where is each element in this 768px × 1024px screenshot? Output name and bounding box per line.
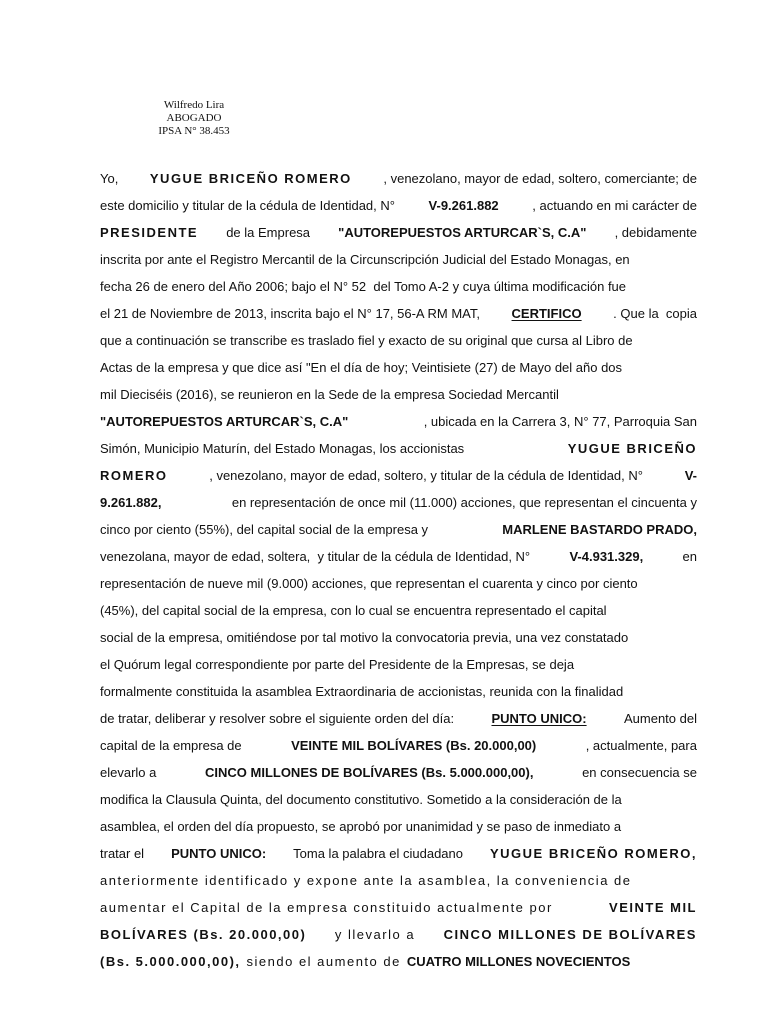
- text-line: [100, 894, 697, 921]
- lawyer-ipsa-number: IPSA N° 38.453: [158, 125, 230, 137]
- text-segment: el Quórum legal correspondiente por parte del Presidente de la Empresas, se deja: [100, 657, 575, 672]
- text-line: [100, 273, 697, 300]
- text-line: [100, 840, 697, 867]
- text-segment: capital de la empresa de: [100, 738, 242, 753]
- text-segment: anteriormente identificado y expone ante la asamblea, la conveniencia de: [100, 873, 632, 888]
- text-segment: , venezolano, mayor de edad, soltero, comerciante; de: [383, 171, 697, 186]
- text-line: [100, 921, 697, 948]
- text-segment: venezolana, mayor de edad, soltera, y titular de la cédula de Identidad, N°: [100, 549, 531, 564]
- text-line: [100, 516, 697, 543]
- text-line: [100, 867, 697, 894]
- text-line: [100, 489, 697, 516]
- text-segment: , actuando en mi carácter de: [532, 198, 697, 213]
- text-segment: mil Dieciséis (2016), se reunieron en la Sede de la empresa Sociedad Mercantil: [100, 387, 559, 402]
- emphasized-text: PRESIDENTE: [100, 225, 199, 240]
- text-line: [100, 381, 697, 408]
- letterhead: [146, 99, 242, 138]
- text-line: [100, 948, 697, 975]
- text-segment: cinco por ciento (55%), del capital social de la empresa y: [100, 522, 429, 537]
- emphasized-text: "AUTOREPUESTOS ARTURCAR`S, C.A": [338, 225, 587, 240]
- emphasized-text: ROMERO: [100, 468, 168, 483]
- text-segment: aumentar el Capital de la empresa constituido actualmente por: [100, 900, 553, 915]
- emphasized-text: VEINTE MIL: [609, 900, 697, 915]
- text-segment: y llevarlo a: [334, 927, 416, 942]
- text-segment: Toma la palabra el ciudadano: [293, 846, 463, 861]
- emphasized-text: BOLÍVARES (Bs. 20.000,00): [100, 927, 307, 942]
- text-line: [100, 543, 697, 570]
- emphasized-text: "AUTOREPUESTOS ARTURCAR`S, C.A": [100, 414, 349, 429]
- text-segment: social de la empresa, omitiéndose por tal motivo la convocatoria previa, una vez constatado: [100, 630, 629, 645]
- text-segment: de la Empresa: [226, 225, 311, 240]
- emphasized-text: CINCO MILLONES DE BOLÍVARES (Bs. 5.000.000,00),: [205, 765, 534, 780]
- text-line: [100, 651, 697, 678]
- text-segment: modifica la Clausula Quinta, del documento constitutivo. Sometido a la consideración de la: [100, 792, 622, 807]
- emphasized-text: V-9.261.882: [428, 198, 499, 213]
- text-segment: elevarlo a: [100, 765, 157, 780]
- text-segment: en: [682, 549, 697, 564]
- text-segment: de tratar, deliberar y resolver sobre el siguiente orden del día:: [100, 711, 455, 726]
- text-line: [100, 462, 697, 489]
- text-line: [100, 813, 697, 840]
- emphasized-text: CERTIFICO: [511, 306, 582, 321]
- text-line: [100, 408, 697, 435]
- text-segment: , actualmente, para: [585, 738, 697, 753]
- text-line: [100, 624, 697, 651]
- emphasized-text: CUATRO MILLONES NOVECIENTOS: [406, 954, 631, 969]
- emphasized-text: V-: [684, 468, 697, 483]
- text-line: [100, 354, 697, 381]
- text-segment: , venezolano, mayor de edad, soltero, y titular de la cédula de Identidad, N°: [209, 468, 643, 483]
- text-line: [100, 786, 697, 813]
- emphasized-text: PUNTO UNICO:: [171, 846, 267, 861]
- text-segment: Aumento del: [623, 711, 697, 726]
- text-segment: en consecuencia se: [582, 765, 697, 780]
- text-segment: Simón, Municipio Maturín, del Estado Monagas, los accionistas: [100, 441, 465, 456]
- emphasized-text: YUGUE BRICEÑO ROMERO,: [489, 846, 697, 861]
- text-line: [100, 300, 697, 327]
- text-segment: tratar el: [100, 846, 145, 861]
- text-line: [100, 327, 697, 354]
- text-segment: representación de nueve mil (9.000) acciones, que representan el cuarenta y cinco por ciento: [100, 576, 638, 591]
- text-segment: , debidamente: [614, 225, 697, 240]
- emphasized-text: V-4.931.329,: [569, 549, 644, 564]
- text-segment: , ubicada en la Carrera 3, N° 77, Parroquia San: [423, 414, 697, 429]
- emphasized-text: PUNTO UNICO:: [491, 711, 587, 726]
- text-segment: siendo el aumento de: [246, 954, 401, 969]
- text-line: [100, 570, 697, 597]
- text-segment: fecha 26 de enero del Año 2006; bajo el N° 52 del Tomo A-2 y cuya última modificación fue: [100, 279, 627, 294]
- text-segment: este domicilio y titular de la cédula de Identidad, N°: [100, 198, 395, 213]
- text-line: [100, 759, 697, 786]
- text-segment: Actas de la empresa y que dice así "En el día de hoy; Veintisiete (27) de Mayo del año dos: [100, 360, 623, 375]
- emphasized-text: YUGUE BRICEÑO: [567, 441, 697, 456]
- text-line: [100, 246, 697, 273]
- lawyer-name: Wilfredo Lira: [163, 99, 225, 111]
- text-line: [100, 192, 697, 219]
- emphasized-text: (Bs. 5.000.000,00),: [100, 954, 241, 969]
- text-segment: en representación de once mil (11.000) acciones, que representan el cincuenta y: [231, 495, 697, 510]
- text-segment: asamblea, el orden del día propuesto, se aprobó por unanimidad y se paso de inmediato a: [100, 819, 622, 834]
- text-line: [100, 435, 697, 462]
- lawyer-title: ABOGADO: [166, 112, 222, 124]
- text-line: [100, 678, 697, 705]
- emphasized-text: VEINTE MIL BOLÍVARES (Bs. 20.000,00): [291, 738, 537, 753]
- text-line: [100, 705, 697, 732]
- text-line: [100, 732, 697, 759]
- emphasized-text: CINCO MILLONES DE BOLÍVARES: [443, 927, 697, 942]
- document-body: [100, 165, 697, 975]
- emphasized-text: MARLENE BASTARDO PRADO,: [502, 522, 697, 537]
- text-segment: el 21 de Noviembre de 2013, inscrita bajo el N° 17, 56-A RM MAT,: [100, 306, 480, 321]
- text-line: [100, 219, 697, 246]
- text-segment: formalmente constituida la asamblea Extraordinaria de accionistas, reunida con la finalidad: [100, 684, 624, 699]
- text-segment: . Que la copia: [613, 306, 697, 321]
- text-segment: Yo,: [100, 171, 119, 186]
- emphasized-text: 9.261.882,: [100, 495, 162, 510]
- text-segment: (45%), del capital social de la empresa, con lo cual se encuentra representado el capital: [100, 603, 607, 618]
- emphasized-text: YUGUE BRICEÑO ROMERO: [149, 171, 352, 186]
- text-segment: que a continuación se transcribe es traslado fiel y exacto de su original que cursa al Libro de: [100, 333, 633, 348]
- text-segment: inscrita por ante el Registro Mercantil de la Circunscripción Judicial del Estado Monagas, en: [100, 252, 630, 267]
- text-line: [100, 165, 697, 192]
- text-line: [100, 597, 697, 624]
